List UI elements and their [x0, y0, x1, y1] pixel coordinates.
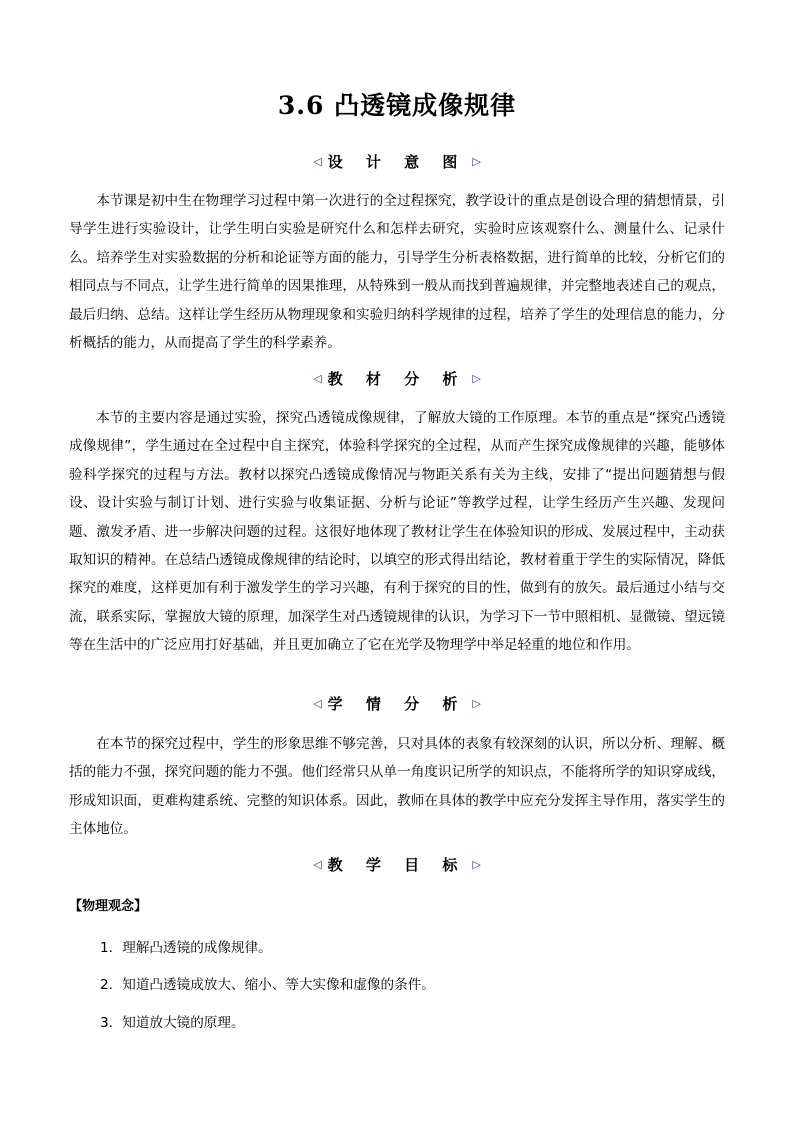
section-heading-textbook-analysis	[0, 368, 794, 389]
triangle-right-icon: ▷	[472, 155, 481, 168]
section-paragraph-textbook-analysis: 本节的主要内容是通过实验，探究凸透镜成像规律，了解放大镜的工作原理。本节的重点是“探究凸透镜成像规律”，学生通过在全过程中自主探究，体验科学探究的全过程，从而产生探究成像规律的兴趣，能够体验科学探究的过程与方法。教材以探究凸透镜成像情况与物距关系有关为主线，安排了“提出问题猜想与假设、设计实验与制订计划、进行实验与收集证据、分析与论证”等教学过程，让学生经历产生兴趣、发现问题、激发矛盾、进一步解决问题的过程。这很好地体现了教材让学生在体验知识的形成、发展过程中，主动获取知识的精神。在总结凸透镜成像规律的结论时，以填空的形式得出结论，教材着重于学生的实际情况，降低探究的难度，这样更加有利于激发学生的学习兴趣，有利于探究的目的性，做到有的放矢。最后通过小结与交流，联系实际，掌握放大镜的原理，加深学生对凸透镜规律的认识，为学习下一节中照相机、显微镜、望远镜等在生活中的广泛应用打好基础，并且更加确立了它在光学及物理学中举足轻重的地位和作用。	[69, 410, 725, 654]
triangle-right-icon: ▷	[472, 697, 481, 710]
section-heading-label: 教 材 分 析	[327, 370, 467, 388]
triangle-left-icon: ◁	[313, 858, 322, 871]
page-title: 3.6 凸透镜成像规律	[277, 91, 517, 120]
triangle-right-icon: ▷	[472, 858, 481, 871]
section-heading-student-analysis	[0, 693, 794, 714]
section-heading-label: 教 学 目 标	[327, 856, 467, 874]
triangle-left-icon: ◁	[313, 697, 322, 710]
section-heading-teaching-goals	[0, 854, 794, 875]
section-heading-design-intent	[0, 151, 794, 172]
subsection-heading-physics-concept: 【物理观念】	[69, 899, 148, 914]
goal-item: 2．知道凸透镜成放大、缩小、等大实像和虚像的条件。	[100, 977, 435, 993]
triangle-left-icon: ◁	[313, 372, 322, 385]
triangle-right-icon: ▷	[472, 372, 481, 385]
section-paragraph-design-intent: 本节课是初中生在物理学习过程中第一次进行的全过程探究，教学设计的重点是创设合理的猜想情景，引导学生进行实验设计，让学生明白实验是研究什么和怎样去研究，实验时应该观察什么、测量什么、记录什么。培养学生对实验数据的分析和论证等方面的能力，引导学生分析表格数据，进行简单的比较，分析它们的相同点与不同点，让学生进行简单的因果推理，从特殊到一般从而找到普遍规律，并完整地表述自己的观点，最后归纳、总结。这样让学生经历从物理现象和实验归纳科学规律的过程，培养了学生的处理信息的能力，分析概括的能力，从而提高了学生的科学素养。	[69, 193, 725, 352]
section-paragraph-student-analysis: 在本节的探究过程中，学生的形象思维不够完善，只对具体的表象有较深刻的认识，所以分析、理解、概括的能力不强，探究问题的能力不强。他们经常只从单一角度识记所学的知识点，不能将所学的知识穿成线，形成知识面，更难构建系统、完整的知识体系。因此，教师在具体的教学中应充分发挥主导作用，落实学生的主体地位。	[69, 736, 725, 838]
goal-item: 1．理解凸透镜的成像规律。	[100, 940, 272, 956]
triangle-left-icon: ◁	[313, 155, 322, 168]
section-heading-label: 设 计 意 图	[327, 153, 467, 171]
section-heading-label: 学 情 分 析	[327, 695, 467, 713]
goal-item: 3．知道放大镜的原理。	[100, 1015, 245, 1031]
